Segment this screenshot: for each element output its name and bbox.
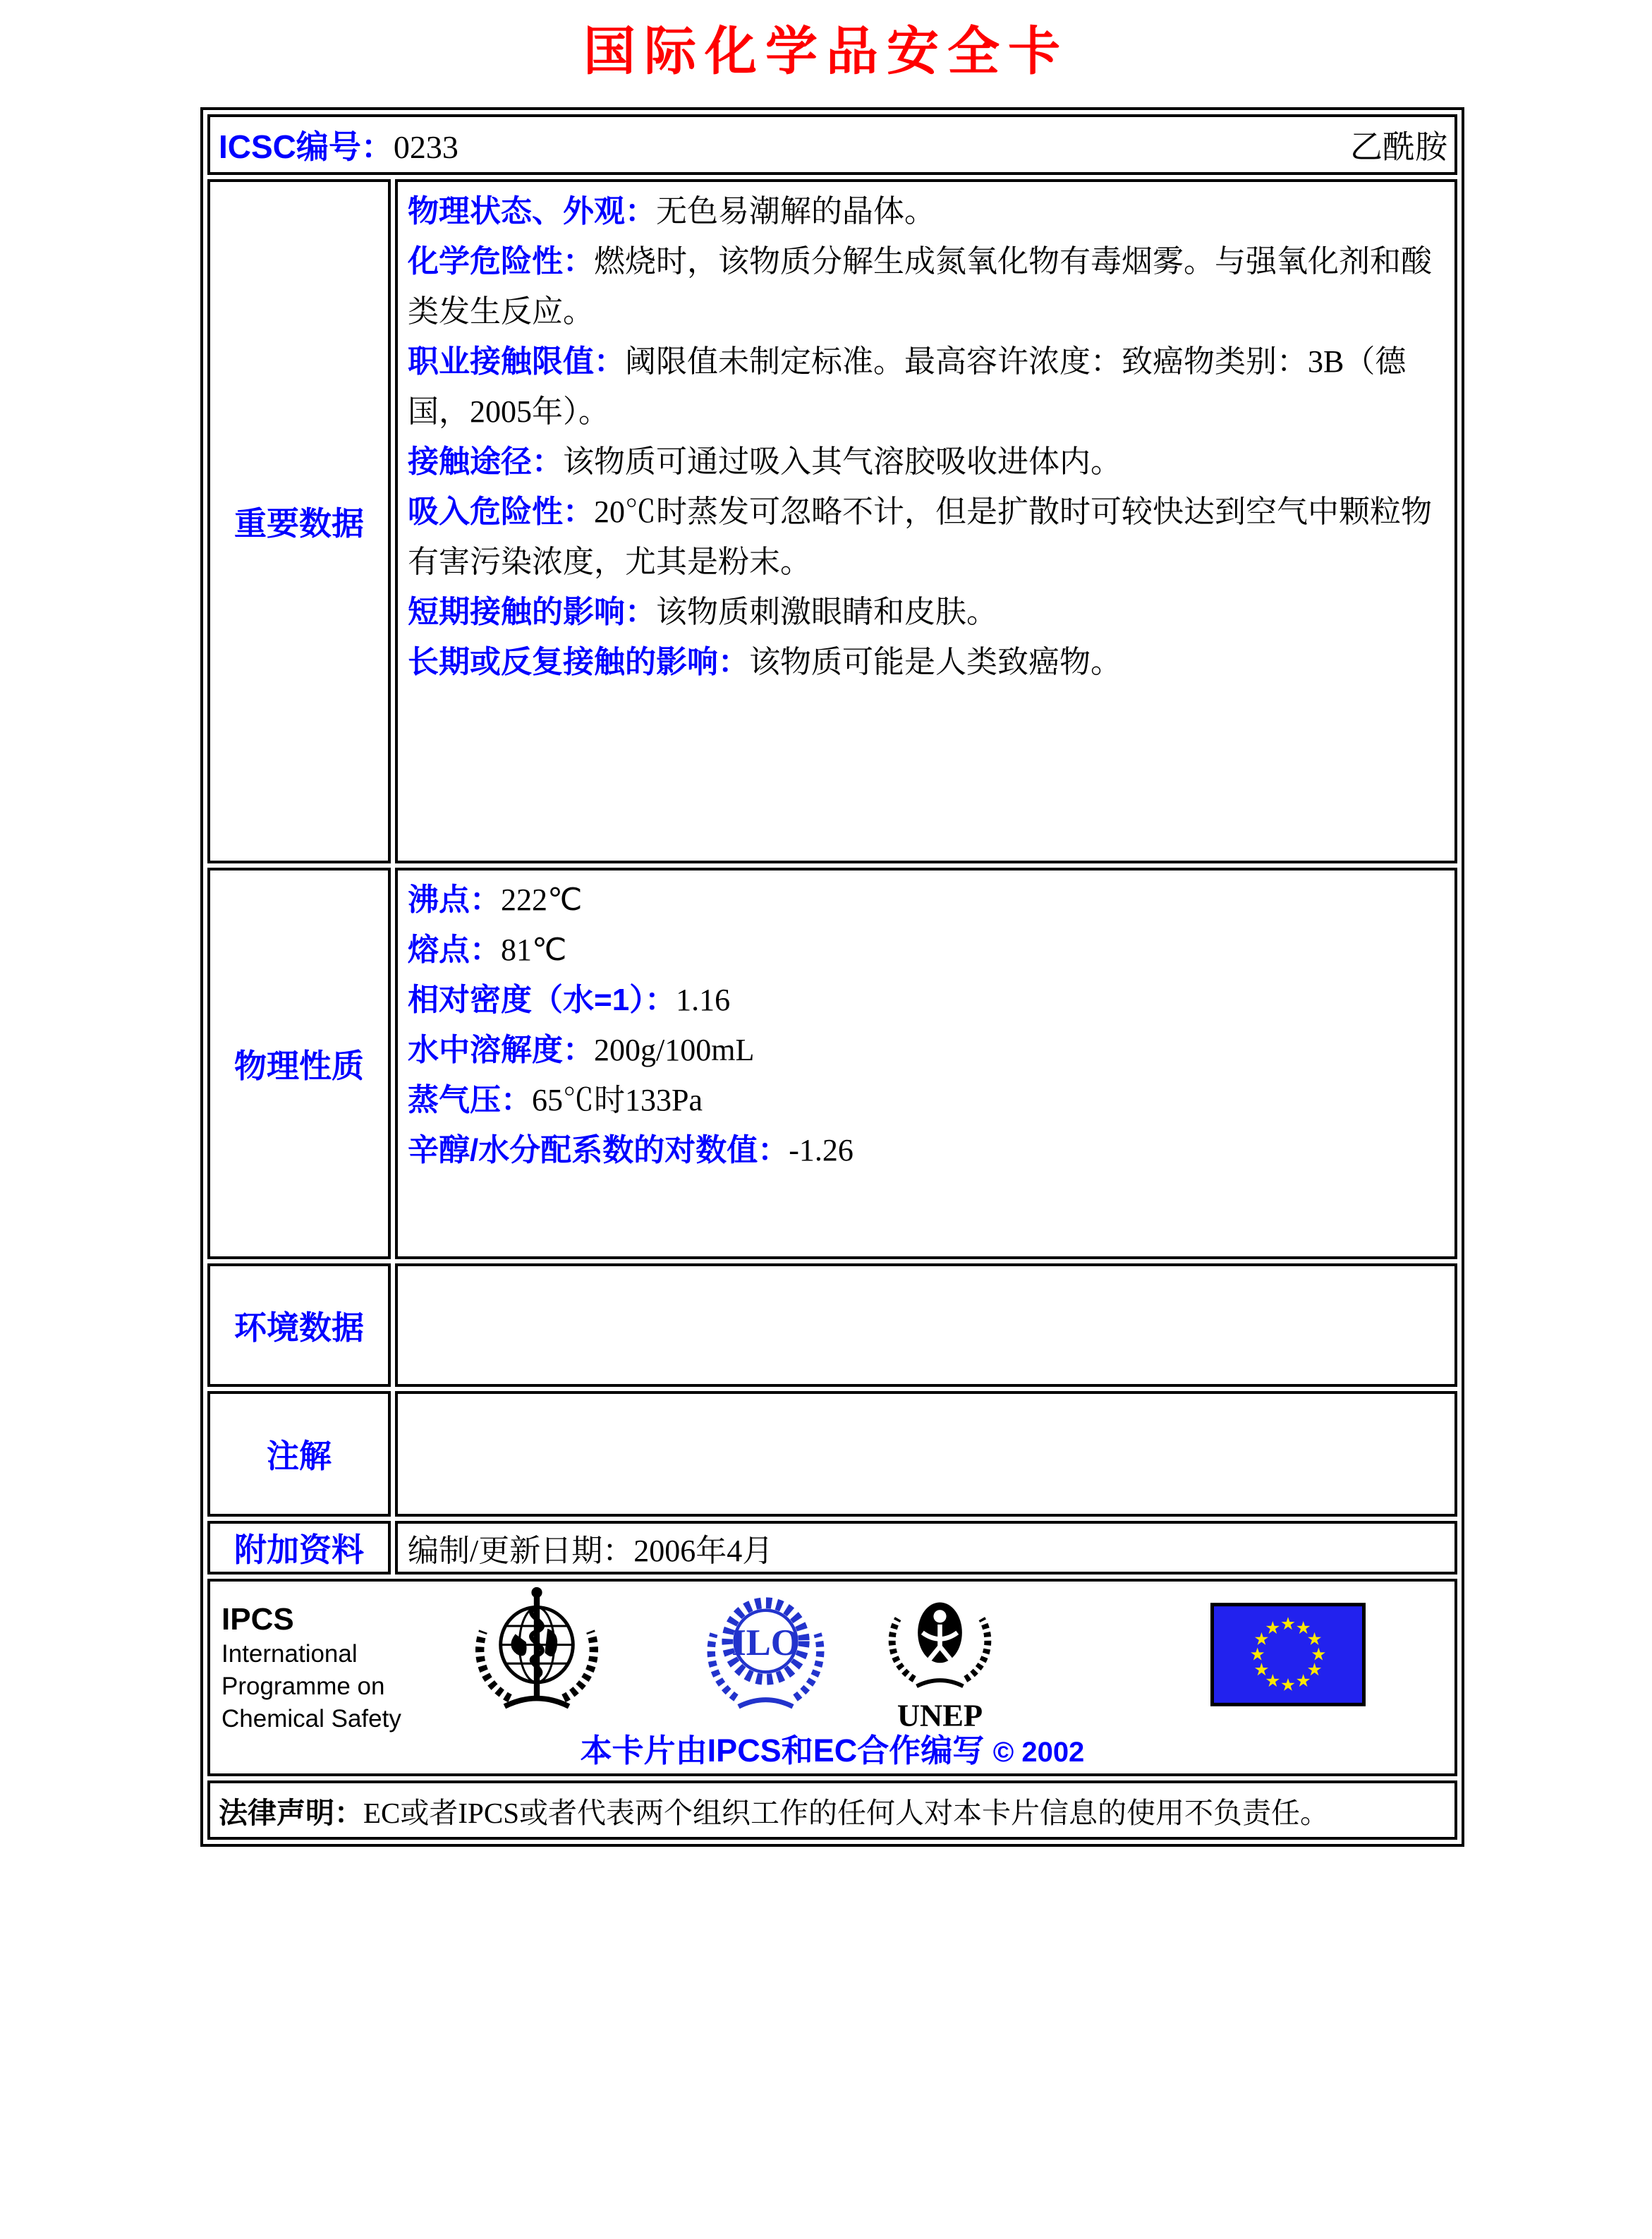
section-label-notes: 注解 [207, 1391, 391, 1517]
field-long-term-effects: 长期或反复接触的影响：该物质可能是人类致癌物。 [408, 645, 1122, 679]
unep-logo-icon [882, 1586, 998, 1739]
field-boiling-point: 沸点：222℃ [408, 882, 583, 917]
legal-label: 法律声明： [219, 1796, 363, 1829]
field-melting-point: 熔点：81℃ [408, 933, 567, 967]
section-row-environmental-data [207, 1263, 1457, 1387]
legal-row [207, 1780, 1457, 1840]
copyright-year: © 2002 [992, 1737, 1085, 1768]
section-content-additional-info [395, 1521, 1457, 1574]
ilo-logo-text: ILO [731, 1622, 800, 1663]
field-octanol-water-partition: 辛醇/水分配系数的对数值：-1.26 [408, 1133, 854, 1167]
ipcs-acronym: IPCS [221, 1602, 294, 1637]
page-title: 国际化学品安全卡 [583, 22, 1069, 80]
section-content-notes [395, 1391, 1457, 1517]
field-water-solubility: 水中溶解度：200g/100mL [408, 1033, 755, 1067]
legal-text: EC或者IPCS或者代表两个组织工作的任何人对本卡片信息的使用不负责任。 [363, 1796, 1329, 1829]
field-occupational-exposure-limits: 职业接触限值：阈限值未制定标准。最高容许浓度：致癌物类别：3B（德国，2005年）。 [408, 344, 1407, 429]
legal-cell [207, 1780, 1457, 1840]
section-content-physical-properties [395, 868, 1457, 1259]
section-row-important-data [207, 179, 1457, 863]
field-short-term-effects: 短期接触的影响：该物质刺激眼睛和皮肤。 [408, 595, 997, 629]
field-relative-density: 相对密度（水=1）：1.16 [408, 983, 731, 1017]
section-content-important-data [395, 179, 1457, 863]
ipcs-text-block: IPCS International Programme on Chemical Safety [221, 1602, 401, 1733]
field-inhalation-risk: 吸入危险性：20℃时蒸发可忽略不计，但是扩散时可较快达到空气中颗粒物有害污染浓度，尤其是粉末。 [408, 494, 1432, 579]
section-content-environmental-data [395, 1263, 1457, 1387]
section-label-physical-properties: 物理性质 [207, 868, 391, 1259]
who-logo-icon [470, 1586, 604, 1723]
eu-flag-icon [1210, 1603, 1366, 1710]
section-row-notes [207, 1391, 1457, 1517]
section-label-important-data: 重要数据 [207, 179, 391, 863]
logos-row [207, 1579, 1457, 1776]
icsc-number-value: 0233 [393, 129, 458, 165]
field-physical-state-appearance: 物理状态、外观：无色易潮解的晶体。 [408, 194, 935, 229]
icsc-number-group [219, 121, 458, 168]
section-label-environmental-data: 环境数据 [207, 1263, 391, 1387]
chemical-name: 乙酰胺 [1350, 129, 1447, 165]
field-vapor-pressure: 蒸气压：65℃时133Pa [408, 1083, 703, 1117]
icsc-card-table [200, 107, 1464, 1847]
field-exposure-routes: 接触途径：该物质可通过吸入其气溶胶吸收进体内。 [408, 444, 1122, 479]
card-header-row [207, 114, 1457, 175]
section-row-additional-info [207, 1521, 1457, 1574]
logos-cell [207, 1579, 1457, 1776]
field-chemical-danger: 化学危险性：燃烧时，该物质分解生成氮氧化物有毒烟雾。与强氧化剂和酸类发生反应。 [408, 244, 1432, 329]
copyright-text: 本卡片由IPCS和EC合作编写 [580, 1733, 985, 1768]
section-label-additional-info: 附加资料 [207, 1521, 391, 1574]
ilo-logo-icon [704, 1584, 827, 1726]
section-row-physical-properties [207, 868, 1457, 1259]
card-header-cell [207, 114, 1457, 175]
unep-logo-text: UNEP [897, 1697, 983, 1733]
copyright-line [210, 1725, 1454, 1771]
field-update-date: 编制/更新日期：2006年4月 [408, 1534, 774, 1568]
icsc-number-label: ICSC编号： [219, 128, 394, 165]
